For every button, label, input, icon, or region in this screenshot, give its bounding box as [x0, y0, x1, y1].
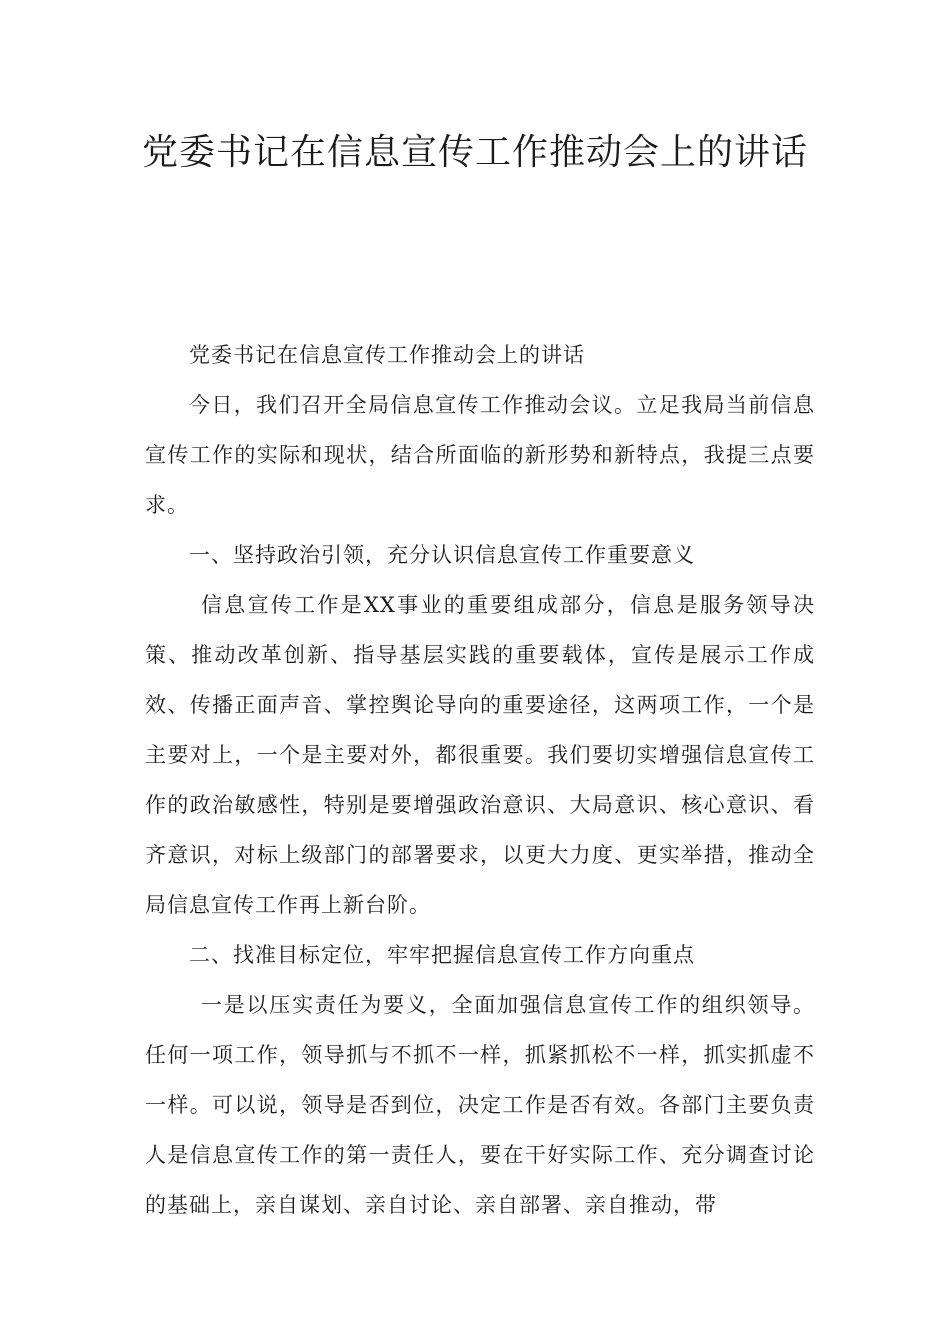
section-heading-2: 二、找准目标定位，牢牢把握信息宣传工作方向重点	[189, 943, 695, 967]
document-body	[145, 330, 815, 1230]
paragraph-section-1: 信息宣传工作是XX事业的重要组成部分，信息是服务领导决策、推动改革创新、指导基层实践的重要载体，宣传是展示工作成效、传播正面声音、掌控舆论导向的重要途径，这两项工作，一个是主要对上，一个是主要对外，都很重要。我们要切实增强信息宣传工作的政治敏感性，特别是要增强政治意识、大局意识、核心意识、看齐意识，对标上级部门的部署要求，以更大力度、更实举措，推动全局信息宣传工作再上新台阶。	[145, 593, 815, 917]
paragraph-intro: 今日，我们召开全局信息宣传工作推动会议。立足我局当前信息宣传工作的实际和现状，结合所面临的新形势和新特点，我提三点要求。	[145, 393, 815, 517]
paragraph-section-2: 一是以压实责任为要义，全面加强信息宣传工作的组织领导。任何一项工作，领导抓与不抓不一样，抓紧抓松不一样，抓实抓虚不一样。可以说，领导是否到位，决定工作是否有效。各部门主要负责人是信息宣传工作的第一责任人，要在干好实际工作、充分调查讨论的基础上，亲自谋划、亲自讨论、亲自部署、亲自推动，带	[145, 993, 815, 1217]
section-heading-1: 一、坚持政治引领，充分认识信息宣传工作重要意义	[189, 543, 695, 567]
paragraph-heading-repeat: 党委书记在信息宣传工作推动会上的讲话	[189, 343, 585, 367]
document-title: 党委书记在信息宣传工作推动会上的讲话	[141, 132, 808, 173]
